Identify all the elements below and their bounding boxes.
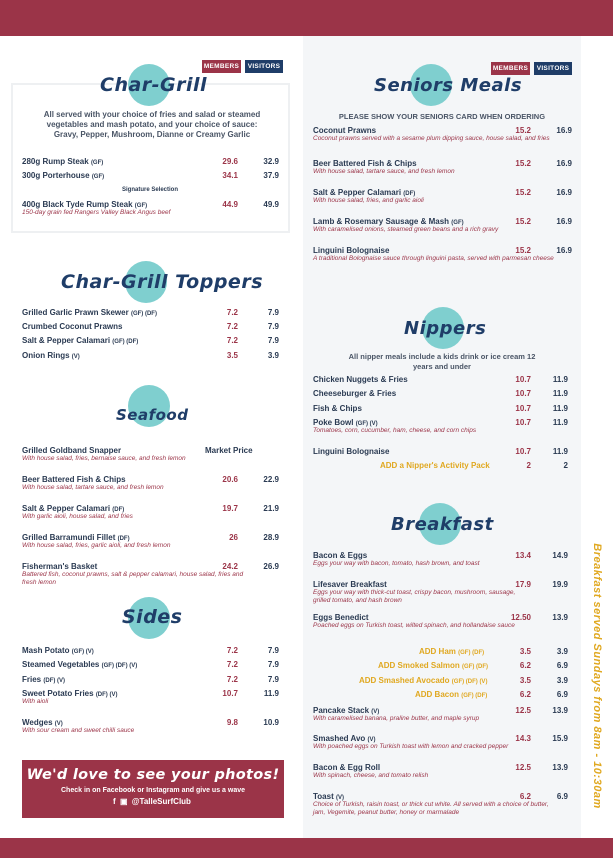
seafood-title: Seafood (116, 406, 189, 424)
visitor-price: 6.9 (556, 661, 568, 670)
item-name: Onion Rings (22, 351, 70, 360)
member-price: 7.2 (226, 308, 238, 317)
item-description: 150-day grain fed Rangers Valley Black Angus beef (22, 209, 171, 216)
visitor-price: 7.9 (267, 675, 279, 684)
item-diet: (V) (335, 795, 344, 801)
item-name: Steamed Vegetables (22, 660, 100, 669)
item-diet: (GF) (DF) (112, 339, 139, 345)
visitors-tag: VISITORS (245, 60, 283, 73)
member-price: 10.7 (515, 404, 531, 413)
visitor-price: 11.9 (552, 404, 568, 413)
chargrill-heading (90, 64, 210, 110)
visitor-price: 3.9 (556, 676, 568, 685)
item-diet: (GF) (DF) (461, 693, 488, 699)
members-tag: MEMBERS (491, 62, 530, 75)
visitor-price: 26.9 (263, 562, 279, 571)
visitors-tag: VISITORS (534, 62, 572, 75)
toppers-heading (55, 261, 263, 307)
visitor-price: 3.9 (556, 647, 568, 656)
item-name: Fisherman's Basket (22, 562, 98, 571)
item-diet: (DF) (V) (95, 692, 118, 698)
item-name: ADD a Nipper's Activity Pack (380, 461, 490, 470)
menu-item (313, 217, 575, 231)
visitor-price: 11.9 (552, 447, 568, 456)
item-name: Beer Battered Fish & Chips (313, 159, 417, 168)
addon-item (313, 647, 575, 661)
visitor-price: 37.9 (263, 171, 279, 180)
addon-item (313, 661, 575, 675)
member-price: 34.1 (222, 171, 238, 180)
item-diet: (GF) (DF) (130, 311, 157, 317)
photos-line: Check in on Facebook or Instagram and give us a wave (61, 787, 245, 794)
nippers-intro: All nipper meals include a kids drink or ice cream 12 years and under (348, 352, 536, 371)
menu-item (22, 675, 280, 689)
top-banner (0, 0, 613, 36)
item-name: Beer Battered Fish & Chips (22, 475, 126, 484)
menu-item (313, 734, 575, 748)
item-name: Bacon & Eggs (313, 551, 368, 560)
visitor-price: 7.9 (267, 336, 279, 345)
chargrill-intro: All served with your choice of fries and salad or steamed vegetables and mash potato, and your choice of sauce: Gravy, Pepper, Mushroom, Dianne or Creamy Garlic (43, 110, 261, 139)
member-price: 15.2 (515, 159, 531, 168)
item-description: With poached eggs on Turkish toast with lemon and cracked pepper (313, 743, 509, 750)
item-description: Coconut prawns served with a sesame plum dipping sauce, house salad, and fries (313, 135, 550, 142)
item-name: Grilled Garlic Prawn Skewer (22, 308, 129, 317)
member-price: 7.2 (226, 322, 238, 331)
member-price: 10.7 (515, 389, 531, 398)
item-diet: (GF) (134, 203, 148, 209)
item-diet: (GF) (DF) (V) (451, 679, 488, 685)
item-diet: (DF) (403, 191, 416, 197)
item-name: Grilled Goldband Snapper (22, 446, 122, 455)
member-price: 15.2 (515, 246, 531, 255)
menu-item (22, 157, 280, 171)
item-name: ADD Smoked Salmon (378, 661, 460, 670)
menu-item (22, 446, 280, 460)
item-description: Tomatoes, corn, cucumber, ham, cheese, and corn chips (313, 427, 477, 434)
item-name: Salt & Pepper Calamari (22, 336, 111, 345)
menu-item (22, 475, 280, 489)
member-price: 7.2 (226, 675, 238, 684)
visitor-price: 7.9 (267, 308, 279, 317)
item-description: Choice of Turkish, raisin toast, or thick cut white. All served with a choice of butter, jam, Vegemite, peanut butter, honey or marmalade (313, 801, 549, 816)
item-name: Chicken Nuggets & Fries (313, 375, 408, 384)
visitor-price: 16.9 (556, 217, 572, 226)
member-price: 17.9 (515, 580, 531, 589)
social-handle[interactable]: @TalleSurfClub (131, 797, 191, 806)
item-description: With caramelised banana, praline butter, and maple syrup (313, 715, 480, 722)
item-name: Lamb & Rosemary Sausage & Mash (313, 217, 450, 226)
item-name: ADD Ham (419, 647, 456, 656)
visitor-price: 15.9 (552, 734, 568, 743)
menu-item (22, 322, 280, 336)
member-price: 14.3 (515, 734, 531, 743)
item-name: Toast (313, 792, 334, 801)
item-description: With house salad, tartare sauce, and fresh lemon (22, 484, 164, 491)
visitor-price: 13.9 (552, 613, 568, 622)
member-price: 10.7 (515, 447, 531, 456)
item-description: With aioli (22, 698, 49, 705)
breakfast-hours-note: Breakfast served Sundays from 8am - 10:30am (591, 543, 603, 809)
item-name: Mash Potato (22, 646, 70, 655)
menu-item (22, 504, 280, 518)
visitor-price: 11.9 (263, 689, 279, 698)
menu-item (313, 418, 575, 432)
menu-item (313, 551, 575, 565)
item-diet: (V) (371, 709, 380, 715)
visitor-price: 16.9 (556, 159, 572, 168)
instagram-icon[interactable]: ▣ (119, 797, 128, 806)
visitor-price: 13.9 (552, 763, 568, 772)
member-price: 10.7 (222, 689, 238, 698)
member-price: 7.2 (226, 336, 238, 345)
item-diet: (GF) (DF) (462, 664, 489, 670)
facebook-icon[interactable]: f (113, 797, 116, 806)
menu-item (313, 375, 575, 389)
chargrill-title: Char-Grill (100, 74, 208, 96)
item-name: Cheeseburger & Fries (313, 389, 397, 398)
item-name: Grilled Barramundi Fillet (22, 533, 116, 542)
member-price: 12.5 (515, 763, 531, 772)
visitor-price: 11.9 (552, 389, 568, 398)
menu-item (22, 646, 280, 660)
photos-title: We'd love to see your photos! (26, 767, 280, 783)
item-name: Salt & Pepper Calamari (313, 188, 402, 197)
market-price: Market Price (205, 446, 253, 455)
item-diet: (GF) (451, 220, 464, 226)
bottom-banner (0, 838, 613, 858)
member-price: 2 (526, 461, 531, 470)
member-price: 9.8 (226, 718, 238, 727)
menu-item (22, 351, 280, 365)
item-diet: (GF) (V) (71, 649, 94, 655)
visitor-price: 7.9 (267, 646, 279, 655)
menu-item (313, 580, 575, 604)
visitor-price: 10.9 (263, 718, 279, 727)
breakfast-heading (389, 503, 499, 549)
item-description: With garlic aioli, house salad, and fries (22, 513, 133, 520)
visitor-price: 7.9 (267, 322, 279, 331)
seniors-intro: PLEASE SHOW YOUR SENIORS CARD WHEN ORDERING (338, 112, 546, 121)
item-description: A traditional Bolognaise sauce through linguini pasta, served with parmesan cheese (313, 255, 554, 262)
item-diet: (GF) (V) (355, 421, 378, 427)
item-description: Eggs your way with thick-cut toast, crispy bacon, mushroom, sausage, grilled tomato, and hash brown (313, 589, 516, 604)
item-name: Fish & Chips (313, 404, 362, 413)
social-handle-row (22, 797, 284, 806)
visitor-price: 7.9 (267, 660, 279, 669)
sides-heading (118, 597, 198, 643)
item-diet: (DF) (117, 536, 130, 542)
item-name: Eggs Benedict (313, 613, 369, 622)
seniors-title: Seniors Meals (374, 75, 523, 96)
signature-selection-label: Signature Selection (122, 187, 179, 193)
member-price: 7.2 (226, 660, 238, 669)
item-description: Poached eggs on Turkish toast, wilted spinach, and hollandaise sauce (313, 622, 515, 629)
menu-item (22, 533, 280, 547)
item-name: Bacon & Egg Roll (313, 763, 381, 772)
item-name: Pancake Stack (313, 706, 370, 715)
item-description: With house salad, fries, and garlic aioli (313, 197, 424, 204)
item-diet: (V) (367, 737, 376, 743)
item-name: Salt & Pepper Calamari (22, 504, 111, 513)
menu-item (22, 308, 280, 322)
addon-item (313, 461, 575, 475)
addon-item (313, 676, 575, 690)
menu-item (22, 200, 280, 214)
item-description: Battered fish, coconut prawns, salt & pepper calamari, house salad, fries and fresh lemon (22, 571, 244, 586)
member-price: 24.2 (222, 562, 238, 571)
member-price: 3.5 (519, 647, 531, 656)
menu-item (313, 404, 575, 418)
member-price: 19.7 (222, 504, 238, 513)
nippers-title: Nippers (404, 318, 487, 339)
item-name: Lifesaver Breakfast (313, 580, 387, 589)
item-name: ADD Bacon (415, 690, 460, 699)
toppers-title: Char-Grill Toppers (61, 271, 263, 293)
member-price: 44.9 (222, 200, 238, 209)
visitor-price: 28.9 (263, 533, 279, 542)
menu-item (313, 389, 575, 403)
visitor-price: 14.9 (552, 551, 568, 560)
member-price: 7.2 (226, 646, 238, 655)
visitor-price: 6.9 (556, 792, 568, 801)
item-diet: (V) (71, 354, 80, 360)
photos-banner (22, 760, 284, 818)
visitor-price: 16.9 (556, 188, 572, 197)
member-price: 6.2 (519, 690, 531, 699)
member-price: 6.2 (519, 792, 531, 801)
item-diet: (GF) (DF) (V) (101, 663, 138, 669)
item-description: With caramelised onions, steamed green beans and a rich gravy (313, 226, 499, 233)
breakfast-title: Breakfast (391, 514, 494, 535)
item-diet: (GF) (DF) (458, 650, 485, 656)
member-price: 3.5 (226, 351, 238, 360)
visitor-price: 19.9 (552, 580, 568, 589)
item-name: Linguini Bolognaise (313, 447, 390, 456)
menu-item (313, 447, 575, 461)
seafood-heading (112, 385, 212, 431)
member-price: 6.2 (519, 661, 531, 670)
visitor-price: 21.9 (263, 504, 279, 513)
menu-item (22, 171, 280, 185)
visitor-price: 11.9 (552, 418, 568, 427)
nippers-heading (402, 307, 492, 353)
item-name: 300g Porterhouse (22, 171, 90, 180)
menu-item (313, 126, 575, 140)
item-name: Sweet Potato Fries (22, 689, 94, 698)
item-diet: (GF) (91, 174, 105, 180)
visitor-price: 16.9 (556, 246, 572, 255)
sides-title: Sides (122, 606, 183, 628)
menu-item (313, 159, 575, 173)
item-diet: (DF) (112, 507, 125, 513)
visitor-price: 11.9 (552, 375, 568, 384)
item-name: Coconut Prawns (313, 126, 377, 135)
item-name: Crumbed Coconut Prawns (22, 322, 123, 331)
menu-item (313, 763, 575, 777)
item-name: Linguini Bolognaise (313, 246, 390, 255)
menu-item (313, 188, 575, 202)
menu-item (313, 792, 575, 816)
visitor-price: 13.9 (552, 706, 568, 715)
item-description: With house salad, fries, garlic aioli, and fresh lemon (22, 542, 171, 549)
menu-item (22, 689, 280, 703)
visitor-price: 2 (563, 461, 568, 470)
visitor-price: 16.9 (556, 126, 572, 135)
item-diet: (DF) (V) (43, 678, 66, 684)
member-price: 10.7 (515, 375, 531, 384)
member-price: 10.7 (515, 418, 531, 427)
menu-item (313, 706, 575, 720)
item-name: Wedges (22, 718, 53, 727)
visitor-price: 49.9 (263, 200, 279, 209)
item-description: With house salad, fries, bernaise sauce, and fresh lemon (22, 455, 186, 462)
item-description: Eggs your way with bacon, tomato, hash brown, and toast (313, 560, 480, 567)
menu-item (22, 562, 280, 586)
item-name: 280g Rump Steak (22, 157, 89, 166)
visitor-price: 6.9 (556, 690, 568, 699)
item-name: ADD Smashed Avocado (359, 676, 450, 685)
members-tag: MEMBERS (202, 60, 241, 73)
menu-item (313, 613, 575, 627)
member-price: 12.50 (510, 613, 531, 622)
member-price: 15.2 (515, 188, 531, 197)
menu-item (22, 660, 280, 674)
visitor-price: 32.9 (263, 157, 279, 166)
member-price: 15.2 (515, 217, 531, 226)
item-name: Poke Bowl (313, 418, 354, 427)
item-diet: (V) (54, 721, 63, 727)
item-description: With house salad, tartare sauce, and fresh lemon (313, 168, 455, 175)
item-description: With spinach, cheese, and tomato relish (313, 772, 429, 779)
member-price: 15.2 (515, 126, 531, 135)
item-name: Fries (22, 675, 42, 684)
member-price: 26 (229, 533, 238, 542)
member-price: 20.6 (222, 475, 238, 484)
menu-item (313, 246, 575, 260)
item-name: Smashed Avo (313, 734, 366, 743)
member-price: 3.5 (519, 676, 531, 685)
menu-item (22, 718, 280, 732)
visitor-price: 22.9 (263, 475, 279, 484)
item-diet: (GF) (90, 160, 104, 166)
member-price: 12.5 (515, 706, 531, 715)
addon-item (313, 690, 575, 704)
member-price: 13.4 (515, 551, 531, 560)
item-name: 400g Black Tyde Rump Steak (22, 200, 133, 209)
visitor-price: 3.9 (267, 351, 279, 360)
item-description: With sour cream and sweet chilli sauce (22, 727, 135, 734)
member-price: 29.6 (222, 157, 238, 166)
menu-item (22, 336, 280, 350)
